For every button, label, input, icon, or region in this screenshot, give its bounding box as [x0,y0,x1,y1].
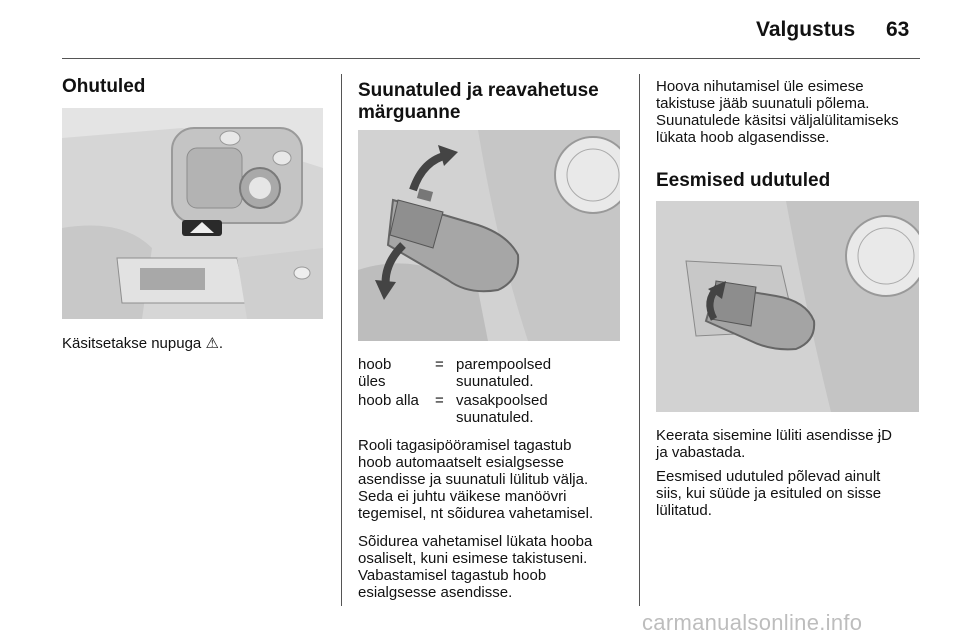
def-term-up-line2: üles [358,373,386,390]
column-turn-signals [358,80,628,124]
header-rule [62,58,920,59]
hazard-caption-text: Käsitsetakse nupuga [62,335,202,352]
p2-line: Vabastamisel tagastub hoob [358,567,547,584]
hazard-caption [62,335,327,352]
page-title: Valgustus [756,18,856,41]
p2-line: Sõidurea vahetamisel lükata hooba [358,533,593,550]
hazard-caption-period: . [218,335,224,352]
p3-line: Suunatulede käsitsi väljalülitamiseks [656,112,899,129]
def-desc-down-line2: suunatuled. [456,409,534,426]
fog-p1-line1: Keerata sisemine lüliti asendisse [656,427,874,444]
def-sep-down: = [435,392,444,409]
p3-line: takistuse jääb suunatuli põlema. [656,95,870,112]
fog-lights-paragraph-1 [656,427,946,461]
fog-lights-paragraph-2 [656,468,946,519]
turn-signals-heading-line1: Suunatuled ja reavahetuse [358,80,599,101]
p2-line: osaliselt, kuni esimese takistuseni. [358,550,588,567]
fog-p2-line: siis, kui süüde ja esituled on sisse [656,485,882,502]
hazard-warning-icon: ⚠ [205,335,219,352]
hazard-switch-illustration [62,108,323,319]
turn-signals-paragraph-1 [358,437,633,522]
column-divider-1 [341,74,342,606]
def-desc-down-line1: vasakpoolsed [456,392,548,409]
def-desc-up-line1: parempoolsed [456,356,552,373]
p2-line: esialgsesse asendisse. [358,584,513,601]
p1-line: asendisse ja suunatuli lülitub välja. [358,471,589,488]
p3-line: lükata hoob algasendisse. [656,129,830,146]
column-hazard-lights [62,76,327,98]
def-term-down-line1: hoob alla [358,392,419,409]
turn-signals-heading [358,80,628,124]
def-sep-up: = [435,356,444,373]
turn-signals-paragraph-3 [656,78,946,146]
p3-line: Hoova nihutamisel üle esimese [656,78,864,95]
p1-line: tegemisel, nt sõidurea vahetamisel. [358,505,594,522]
def-desc-up-line2: suunatuled. [456,373,534,390]
def-term-up-line1: hoob [358,356,392,373]
column-fog-lights [656,170,926,192]
p1-line: Seda ei juhtu väikese manöövri [358,488,567,505]
fog-light-switch-illustration [656,201,919,412]
fog-p1-line2: ja vabastada. [656,444,746,461]
turn-signals-heading-line2: märguanne [358,102,461,123]
hazard-lights-heading: Ohutuled [62,76,146,97]
fog-p2-line: lülitatud. [656,502,712,519]
fog-p2-line: Eesmised udutuled põlevad ainult [656,468,881,485]
fog-lights-heading: Eesmised udutuled [656,170,831,191]
definition-list [358,356,628,428]
turn-signals-paragraph-2 [358,533,633,601]
page-number: 63 [886,18,910,41]
column-divider-2 [639,74,640,606]
p1-line: Rooli tagasipööramisel tagastub [358,437,572,454]
fog-light-icon: ɉD [877,427,892,444]
watermark: carmanualsonline.info [642,610,863,635]
p1-line: hoob automaatselt esialgsesse [358,454,564,471]
turn-signal-lever-illustration [358,130,620,341]
